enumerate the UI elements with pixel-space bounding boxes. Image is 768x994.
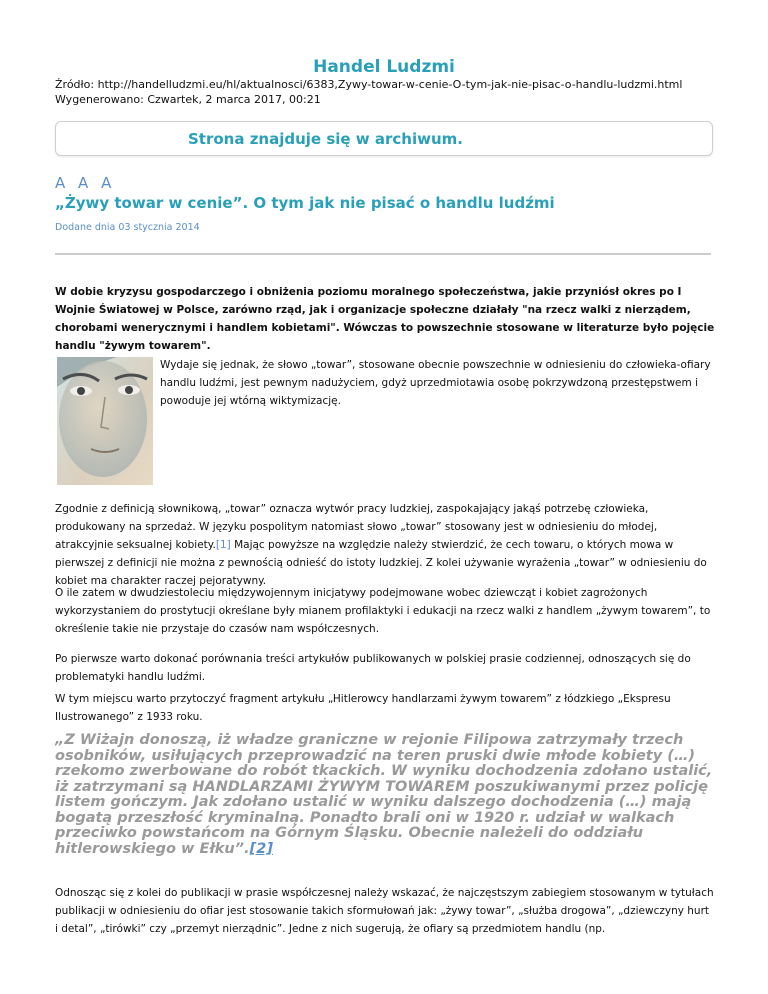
paragraph-comparison: Po pierwsze warto dokonać porównania treści artykułów publikowanych w polskiej prasie codziennej, odnoszących się do problematyki handlu ludźmi. <box>55 653 691 683</box>
quote <box>55 733 715 857</box>
article-lead: W dobie kryzysu gospodarczego i obniżenia poziomu moralnego społeczeństwa, jakie przyniósł okres po I Wojnie Światowej w Polsce, zarówno rząd, jak i organizacje społeczne działały "na rzecz walki z nierządem, chorobami wenerycznymi i handlem kobietami". Wówczas to powszechnie stosowane w literaturze było pojęcie handlu "żywym towarem". <box>55 286 715 352</box>
article-title: „Żywy towar w cenie”. O tym jak nie pisać o handlu ludźmi <box>55 194 555 212</box>
generated-date: Wygenerowano: Czwartek, 2 marca 2017, 00:21 <box>55 93 321 106</box>
archive-notice: Strona znajduje się w archiwum. <box>188 130 463 148</box>
site-title: Handel Ludzmi <box>313 57 455 77</box>
paragraph-definition <box>55 500 715 590</box>
paragraph-citation-intro: W tym miejscu warto przytoczyć fragment artykułu „Hitlerowcy handlarzami żywym towarem” z łódzkiego „Ekspresu Ilustrowanego” z 1933 roku. <box>55 693 671 723</box>
footnote-link-2[interactable]: [2] <box>249 840 273 857</box>
font-size-medium-button[interactable]: A <box>78 174 93 192</box>
paragraph-definition-part1: Zgodnie z definicją słownikową, „towar” oznacza wytwór pracy ludzkiej, zaspokajający jakąś potrzebę człowieka, produkowany na sprzedaż. W języku pospolitym natomiast słowo „towar” stosowany jest w odniesieniu do młodej, atrakcyjnie seksualnej kobiety. <box>55 503 658 551</box>
font-size-small-button[interactable]: A <box>55 174 70 192</box>
paragraph-contemporary: Odnosząc się z kolei do publikacji w prasie współczesnej należy wskazać, że najczęstszym zabiegiem stosowanym w tytułach publikacji w odniesieniu do ofiar jest stosowanie takich sformułowań jak: „żywy towar”, „służba drogowa”, „dziewczyny hurt i detal”, „tirówki” czy „przemyt nierządnic”. Jedne z nich sugerują, że ofiary są przedmiotem handlu (np. <box>55 887 714 935</box>
paragraph-definition-part2: Mając powyższe na względzie należy stwierdzić, że cech towaru, o których mowa w pierwszej z definicji nie można z pewnością odnieść do istoty ludzkiej. Z kolei używanie wyrażenia „towar” w odniesieniu do kobiet ma charakter raczej pejoratywny. <box>55 539 707 587</box>
font-size-large-button[interactable]: A <box>101 174 116 192</box>
paragraph-interwar: O ile zatem w dwudziestoleciu międzywojennym inicjatywy podejmowane wobec dziewcząt i kobiet zagrożonych wykorzystaniem do prostytucji określane były mianem profilaktyki i edukacji na rzecz walki z handlem „żywym towarem”, to określenie takie nie przystaje do czasów nam współczesnych. <box>55 587 711 635</box>
article-date: Dodane dnia 03 stycznia 2014 <box>55 222 200 233</box>
article-photo <box>57 357 153 485</box>
divider <box>55 253 711 255</box>
footnote-link-1[interactable]: [1] <box>215 539 231 551</box>
font-size-controls <box>55 174 115 192</box>
source-url: Źródło: http://handelludzmi.eu/hl/aktualnosci/6383,Zywy-towar-w-cenie-O-tym-jak-nie-pisac-o-handlu-ludzmi.html <box>55 78 683 91</box>
archive-notice-box <box>55 121 713 156</box>
intro-paragraph: Wydaje się jednak, że słowo „towar”, stosowane obecnie powszechnie w odniesieniu do człowieka-ofiary handlu ludźmi, jest pewnym nadużyciem, gdyż uprzedmiotawia osobę pokrzywdzoną przestępstwem i powoduje jej wtórną wiktymizację. <box>160 359 711 407</box>
quote-text: „Z Wiżajn donoszą, iż władze graniczne w rejonie Filipowa zatrzymały trzech osobników, usiłujących przeprowadzić na teren pruski dwie młode kobiety (…) rzekomo zwerbowane do robót tkackich. W wyniku dochodzenia zdołano ustalić, iż zatrzymani są HANDLARZAMI ŻYWYM TOWAREM poszukiwanymi przez policję listem gończym. Jak zdołano ustalić w wyniku dalszego dochodzenia (…) mają bogatą przeszłość kryminalną. Ponadto brali oni w 1920 r. udział w walkach przeciwko powstańcom na Górnym Śląsku. Obecnie należeli do oddziału hitlerowskiego w Ełku”. <box>55 732 713 857</box>
document-meta <box>55 77 682 107</box>
